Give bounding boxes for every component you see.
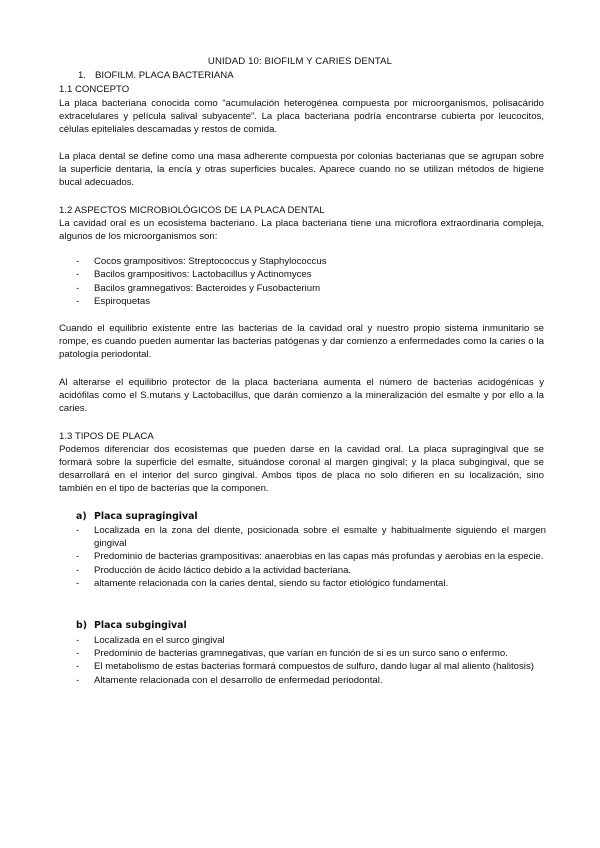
plaque-types-paragraph: Podemos diferenciar dos ecosistemas que pueden darse en la cavidad oral. La placa supragingival que se formará sobre la superficie del esmalte, situándose coronal al margen gingival; y la placa subgingival, que se desarrollará en el interior del surco gingival. Ambos tipos de placa no solo difieren en su localización, sino también en el tipo de bacterias que la componen. (59, 444, 544, 495)
subgingival-heading (76, 619, 187, 632)
list-item: - Predominio de bacterias grampositivas: anaerobias en las capas más profundas y aerobias en la especie. (76, 550, 546, 563)
list-item: - Localizada en el surco gingival (76, 634, 546, 647)
list-item: - Predominio de bacterias gramnegativas, que varían en función de si es un surco sano o enfermo. (76, 647, 546, 660)
supragingival-label: Placa supragingival (94, 511, 198, 522)
list-item: - Cocos grampositivos: Streptococcus y Staphylococcus (76, 255, 546, 268)
microbiology-paragraph-2: Cuando el equilibrio existente entre las bacterias de la cavidad oral y nuestro propio sistema inmunitario se rompe, es cuando pueden aumentar las bacterias patógenas y dar comienzo a enfermedades como la caries o la patología periodontal. (59, 323, 544, 361)
supragingival-letter: a) (76, 511, 87, 522)
microorganism-list (76, 255, 546, 308)
concept-paragraph-1: La placa bacteriana conocida como “acumulación heterogénea compuesta por microorganismos, polisacárido extracelulares y película salival subyacente”. La placa bacteriana podría encontrarse cubierta por leucocitos, células epiteliales descamadas y restos de comida. (59, 98, 544, 136)
unit-title: UNIDAD 10: BIOFILM Y CARIES DENTAL (207, 56, 393, 67)
concept-paragraph-2: La placa dental se define como una masa adherente compuesta por colonias bacterianas que se agrupan sobre la superficie dentaria, la encía y otras superficies bucales. Aparece cuando no se utilizan métodos de higiene bucal adecuados. (59, 151, 544, 189)
subgingival-list (76, 634, 546, 687)
section-1-number: 1. (78, 70, 87, 81)
subgingival-letter: b) (76, 620, 87, 631)
list-item: - altamente relacionada con la caries dental, siendo su factor etiológico fundamental. (76, 577, 546, 590)
concept-heading: 1.1 CONCEPTO (59, 84, 130, 95)
list-item: - Altamente relacionada con el desarrollo de enfermedad periodontal. (76, 674, 546, 687)
microbiology-paragraph-1: La cavidad oral es un ecosistema bacteriano. La placa bacteriana tiene una microflora extraordinaria compleja, algunos de los microorganismos son: (59, 218, 544, 243)
list-item: - Localizada en la zona del diente, posicionada sobre el esmalte y habitualmente siguiendo el margen gingival (76, 524, 546, 550)
list-item: - Espiroquetas (76, 295, 546, 308)
list-item: - Bacilos grampositivos: Lactobacillus y Actinomyces (76, 268, 546, 281)
section-1-label: BIOFILM. PLACA BACTERIANA (95, 70, 234, 81)
section-1-heading (78, 69, 234, 82)
list-item: - Producción de ácido láctico debido a la actividad bacteriana. (76, 564, 546, 577)
supragingival-heading (76, 510, 198, 523)
list-item: - Bacilos gramnegativos: Bacteroides y Fusobacterium (76, 282, 546, 295)
microbiology-heading: 1.2 ASPECTOS MICROBIOLÓGICOS DE LA PLACA DENTAL (59, 205, 325, 216)
subgingival-label: Placa subgingival (94, 620, 187, 631)
supragingival-list (76, 524, 546, 590)
plaque-types-heading: 1.3 TIPOS DE PLACA (59, 431, 154, 442)
list-item: - El metabolismo de estas bacterias formará compuestos de sulfuro, dando lugar al mal aliento (halitosis) (76, 660, 546, 673)
microbiology-paragraph-3: Al alterarse el equilibrio protector de la placa bacteriana aumenta el número de bacterias acidogénicas y acidófilas como el S.mutans y Lactobacillus, que darán comienzo a la mineralización del esmalte y por ello a la caries. (59, 377, 544, 415)
